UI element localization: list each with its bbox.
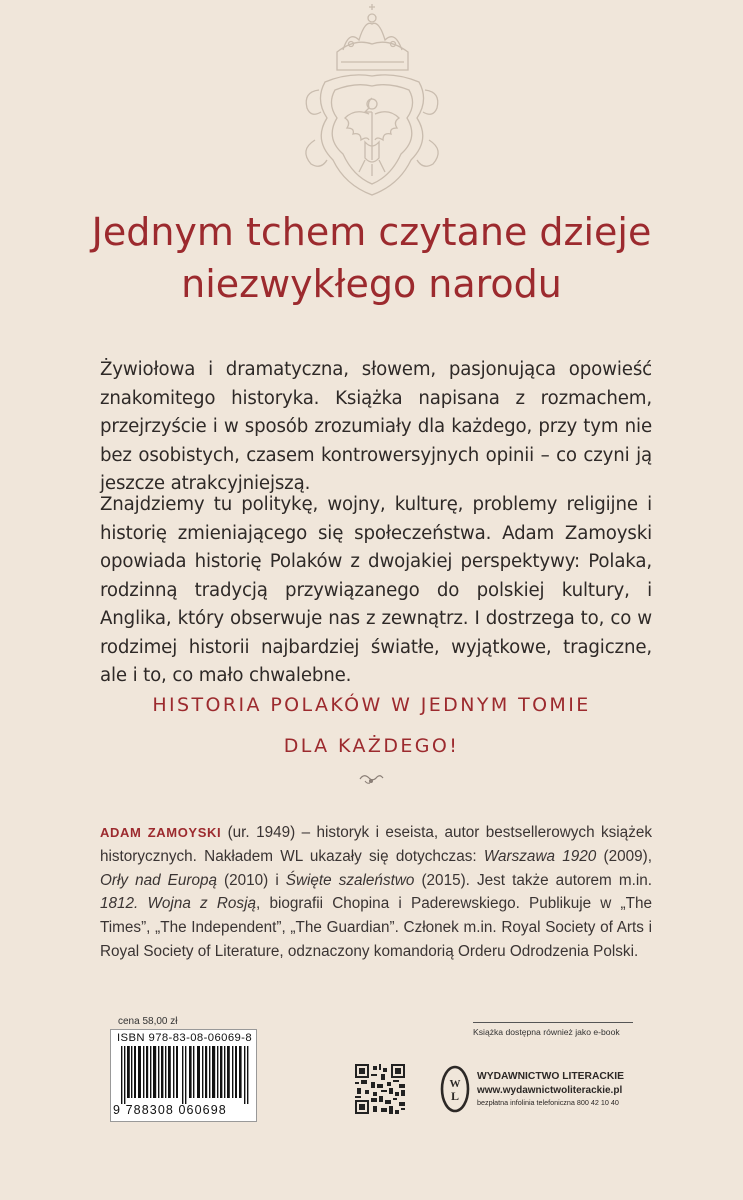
publisher-name: WYDAWNICTWO LITERACKIE [477, 1071, 625, 1082]
author-bio [100, 821, 652, 964]
bio-text: (2010) i [217, 871, 286, 889]
description-paragraph-2: Znajdziemy tu politykę, wojny, kulturę, problemy religijne i historię zmieniającego się społeczeństwa. Adam Zamoyski opowiada historię Polaków z dwojakiej perspektywy: Polaka, rodzinną tradycją przywiązanego do polskiej kultury, i Anglika, który obserwuje nas z zewnątrz. I dostrzega to, co w rodzimej historii najbardziej światłe, wyjątkowe, tragiczne, ale i to, co mało chwalebne. [100, 494, 652, 686]
bio-text: (2015). Jest także autorem m.in. [414, 871, 652, 889]
tagline-line-1: HISTORIA POLAKÓW W JEDNYM TOMIE [152, 694, 591, 716]
publisher-info [477, 1070, 677, 1109]
bio-text: (2009), [596, 847, 653, 865]
bio-text: , biografii Chopina i Paderewskiego. Publikuje w „The Times”, „The Independent”, „The Guardian”. Członek m.in. Royal Society of Arts i Royal Society of Literature, odznaczony komandorią Orderu Odrodzenia Polski. [100, 895, 652, 960]
author-name: ADAM ZAMOYSKI [100, 825, 222, 840]
book-title: Orły nad Europą [100, 871, 217, 889]
ebook-note: Książka dostępna również jako e-book [473, 1022, 633, 1037]
publisher-hotline: bezpłatna infolinia telefoniczna 800 42 10 40 [477, 1098, 619, 1107]
description-paragraph-1: Żywiołowa i dramatyczna, słowem, pasjonująca opowieść znakomitego historyka. Książka napisana z rozmachem, przejrzyście i w sposób zrozumiały dla każdego, przy tym nie bez osobistych, czasem kontrowersyjnych opinii – co czyni ją jeszcze atrakcyjniejszą. [100, 359, 652, 494]
bio-text: (ur. 1949) – historyk i eseista, autor bestsellerowych książek historycznych. Nakładem WL ukazały się dotychczas: [100, 824, 652, 865]
barcode-number: 9 788308 060698 [113, 1103, 227, 1117]
barcode-box [110, 1029, 257, 1122]
book-title: Warszawa 1920 [483, 847, 597, 865]
book-title: 1812. Wojna z Rosją [100, 895, 256, 913]
svg-text:W: W [449, 1078, 461, 1090]
headline [40, 206, 703, 310]
wl-publisher-logo-icon [440, 1065, 470, 1113]
headline-line-2: niezwykłego narodu [181, 262, 562, 306]
headline-line-1: Jednym tchem czytane dzieje [91, 210, 652, 254]
crowned-eagle-crest-icon [285, 0, 460, 205]
barcode-icon [121, 1046, 249, 1104]
price-label: cena 58,00 zł [118, 1016, 178, 1027]
tagline-line-2: DLA KAŻDEGO! [283, 735, 460, 757]
publisher-website: www.wydawnictwoliterackie.pl [477, 1085, 623, 1096]
svg-text:L: L [450, 1089, 460, 1103]
qr-code-icon [355, 1064, 405, 1114]
isbn-label: ISBN 978-83-08-06069-8 [117, 1032, 253, 1044]
fleuron-ornament-icon [356, 770, 386, 786]
book-title: Święte szaleństwo [285, 871, 415, 889]
